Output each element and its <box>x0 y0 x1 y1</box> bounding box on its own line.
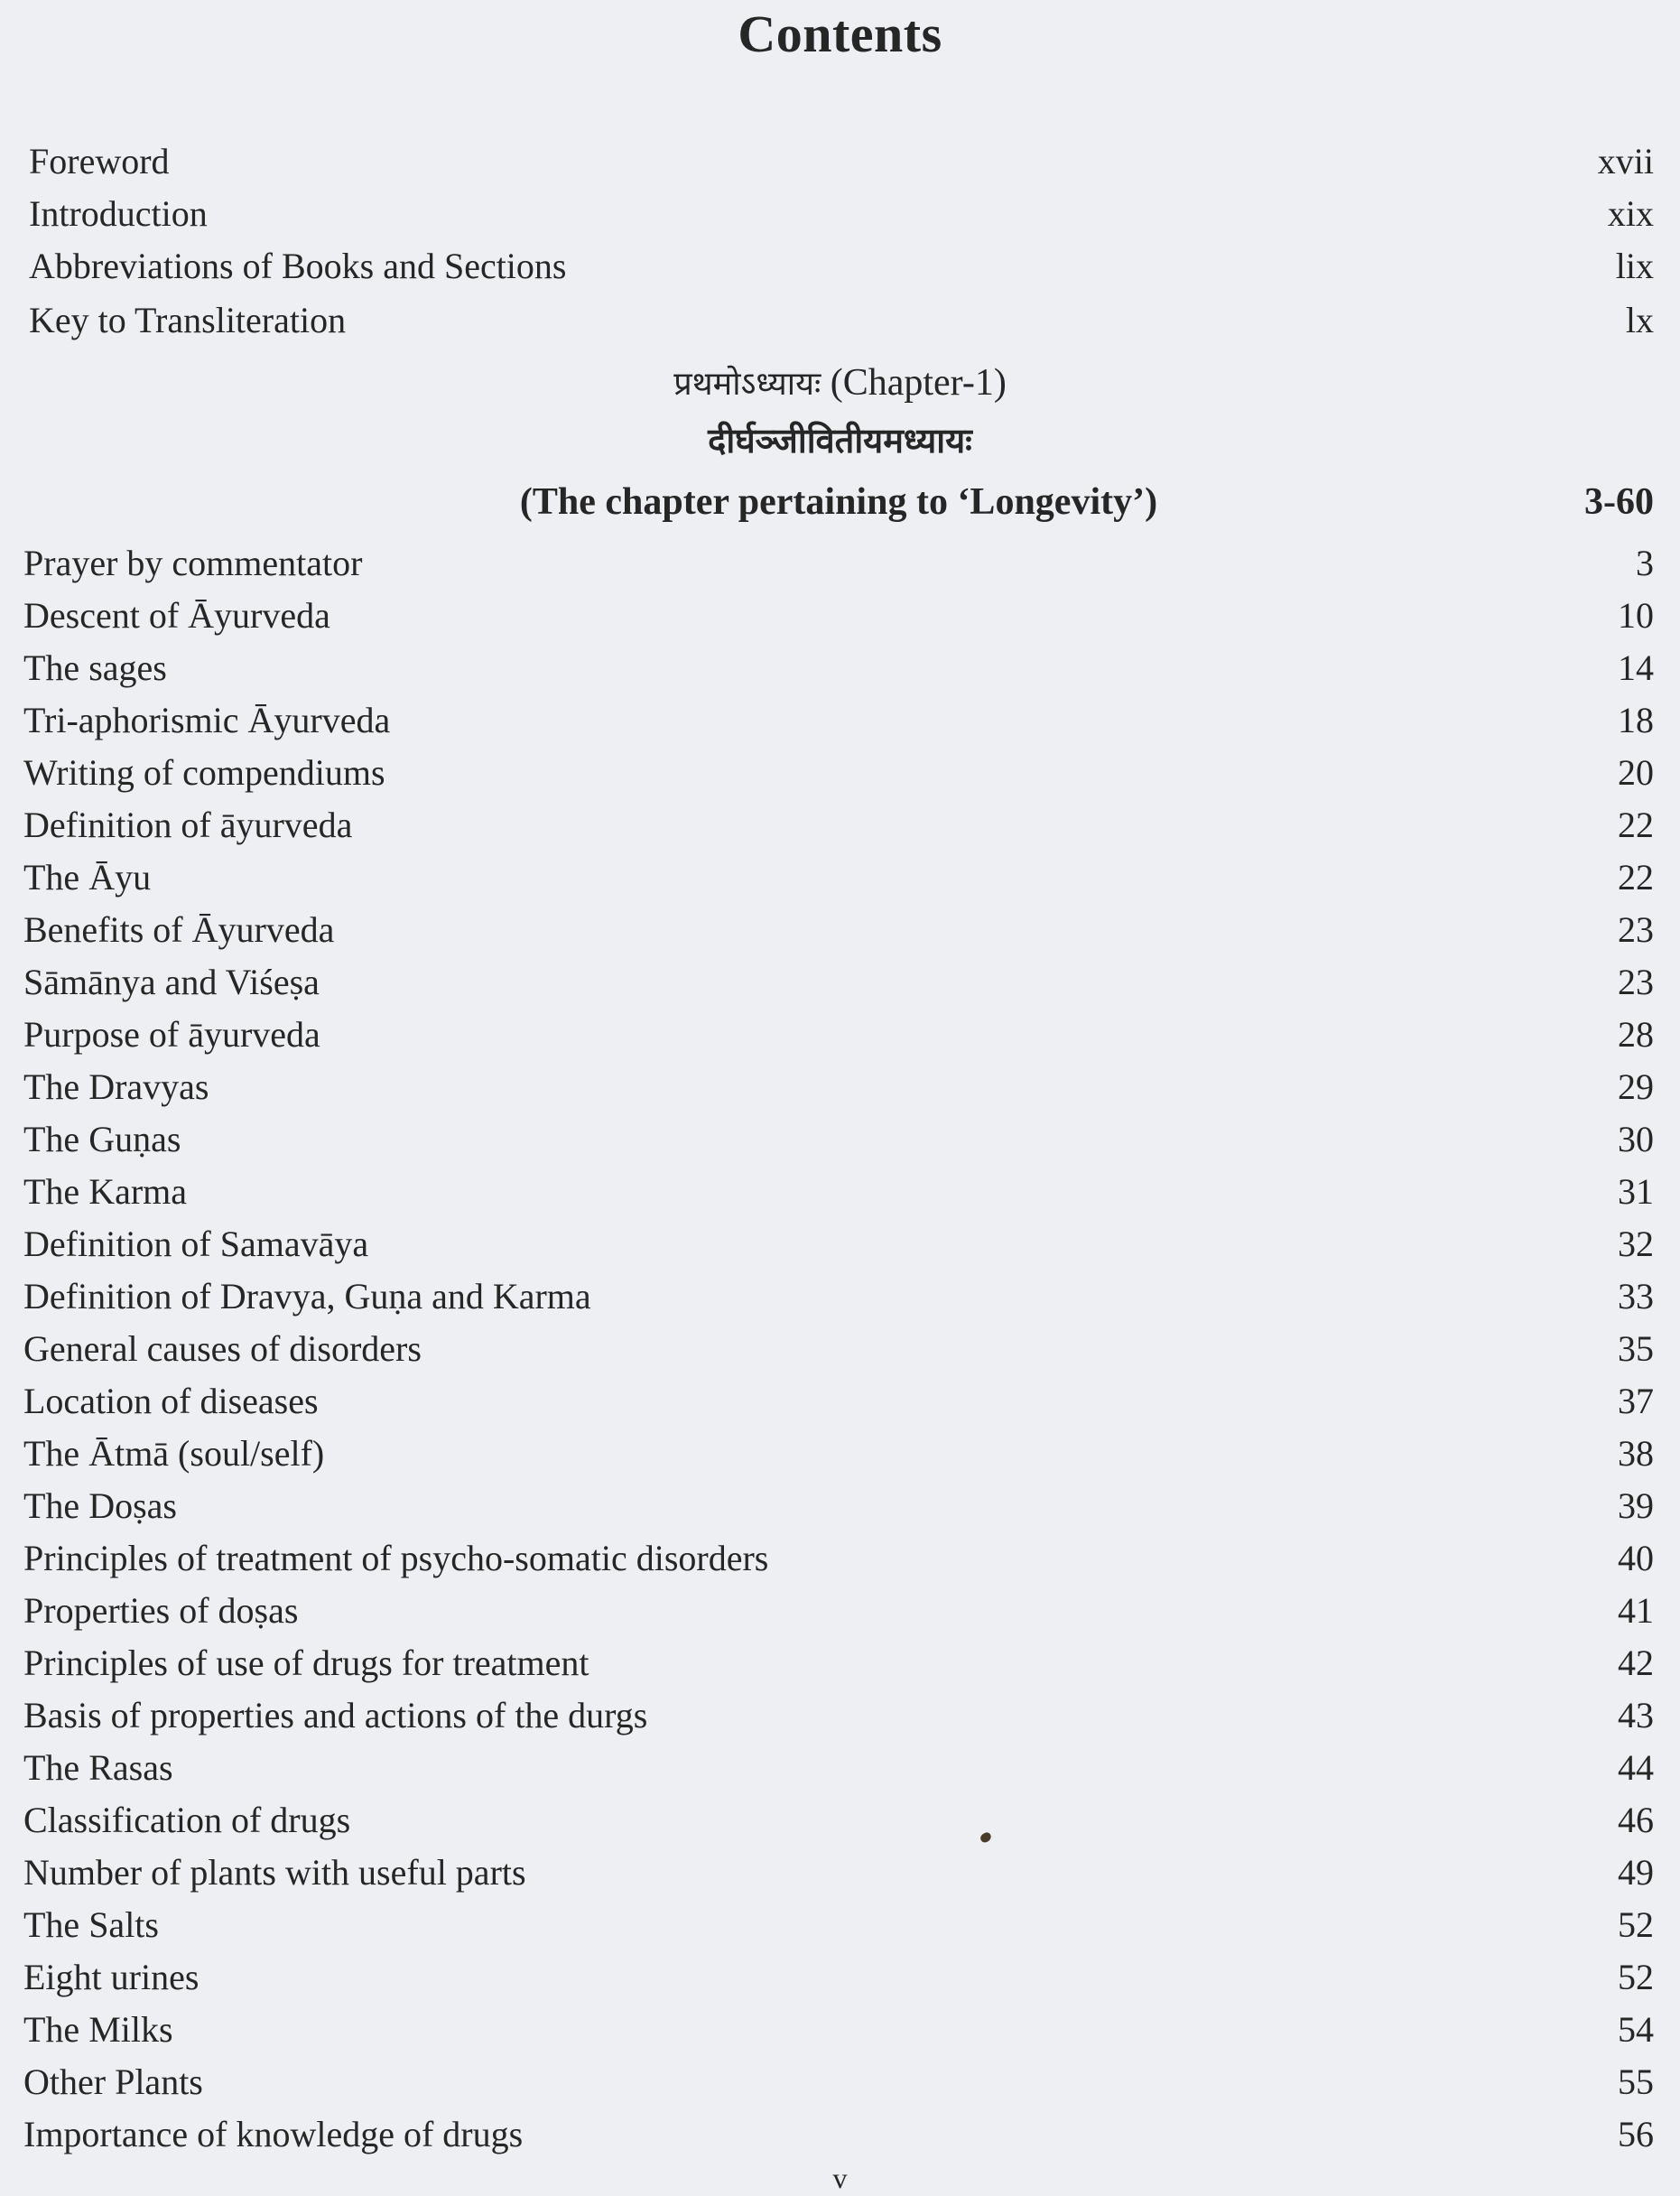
entry-label: The Karma <box>23 1171 188 1212</box>
entry-page: 54 <box>1618 2009 1654 2050</box>
toc-entry <box>29 188 1654 240</box>
entry-page: 23 <box>1618 962 1654 1002</box>
entry-label: Key to Transliteration <box>29 300 347 340</box>
toc-entry <box>23 1899 1654 1951</box>
entry-label: Abbreviations of Books and Sections <box>29 246 567 286</box>
toc-entry <box>23 1480 1654 1532</box>
chapter-hindi-label: प्रथमोऽध्यायः <box>673 366 821 403</box>
toc-entry <box>23 1637 1654 1689</box>
entry-label: Location of diseases <box>23 1381 319 1421</box>
toc-entry <box>23 1166 1654 1218</box>
toc-entry <box>23 904 1654 956</box>
entry-page: 40 <box>1618 1538 1654 1578</box>
toc-entry <box>23 590 1654 642</box>
entry-page: 39 <box>1618 1485 1654 1526</box>
entry-label: Introduction <box>29 193 208 234</box>
entry-page: 22 <box>1618 805 1654 845</box>
entry-page: 37 <box>1618 1381 1654 1421</box>
entry-label: Purpose of āyurveda <box>23 1014 320 1055</box>
entry-label: Foreword <box>29 141 170 181</box>
toc-entry <box>23 1794 1654 1847</box>
entry-label: Eight urines <box>23 1957 200 1997</box>
entry-label: Basis of properties and actions of the durgs <box>23 1695 648 1735</box>
entry-page: 3 <box>1636 543 1654 583</box>
entry-page: 44 <box>1618 1747 1654 1788</box>
toc-entry <box>23 1270 1654 1323</box>
entry-label: General causes of disorders <box>23 1328 422 1369</box>
entry-label: Number of plants with useful parts <box>23 1852 526 1893</box>
chapter-page-range: 3-60 <box>1584 481 1654 523</box>
toc-entry <box>23 1742 1654 1794</box>
entry-page: 22 <box>1618 857 1654 898</box>
toc-entry <box>23 2056 1654 2108</box>
toc-entry <box>23 694 1654 747</box>
entry-label: Definition of Dravya, Guṇa and Karma <box>23 1276 591 1317</box>
entry-label: Classification of drugs <box>23 1800 351 1840</box>
entry-page: xix <box>1607 193 1654 234</box>
entry-page: lx <box>1625 300 1654 340</box>
entry-label: The Rasas <box>23 1747 173 1788</box>
toc-entry <box>23 1113 1654 1166</box>
toc-entry <box>23 956 1654 1009</box>
toc-entry <box>23 1847 1654 1899</box>
toc-entry <box>23 747 1654 799</box>
chapter-title-row <box>23 475 1654 529</box>
toc-entry <box>23 1951 1654 2004</box>
entry-label: The Milks <box>23 2009 173 2050</box>
entry-label: The Dravyas <box>23 1066 209 1107</box>
toc-entry <box>23 1061 1654 1113</box>
toc-entry <box>23 799 1654 851</box>
entry-label: Definition of Samavāya <box>23 1224 369 1264</box>
entry-label: Principles of use of drugs for treatment <box>23 1642 589 1683</box>
toc-entry <box>23 1428 1654 1480</box>
entry-page: 46 <box>1618 1800 1654 1840</box>
entry-page: 56 <box>1618 2114 1654 2154</box>
entry-label: Descent of Āyurveda <box>23 595 330 636</box>
entry-label: The Salts <box>23 1904 159 1945</box>
entry-label: Tri-aphorismic Āyurveda <box>23 700 391 740</box>
entry-label: Writing of compendiums <box>23 752 385 793</box>
page-title: Contents <box>738 5 942 63</box>
entry-page: 35 <box>1618 1328 1654 1369</box>
entry-page: 52 <box>1618 1904 1654 1945</box>
toc-entry <box>23 2108 1654 2161</box>
toc-entry <box>23 1532 1654 1585</box>
page-number: v <box>832 2162 848 2194</box>
toc-entry <box>23 1689 1654 1742</box>
entry-page: 33 <box>1618 1276 1654 1317</box>
entry-label: The Ātmā (soul/self) <box>23 1433 325 1474</box>
entry-label: Sāmānya and Viśeṣa <box>23 962 320 1002</box>
chapter-english-title: (The chapter pertaining to ‘Longevity’) <box>519 481 1158 523</box>
entry-page: 18 <box>1618 700 1654 740</box>
entry-label: The sages <box>23 647 167 688</box>
entry-page: xvii <box>1597 141 1654 181</box>
chapter-number-heading <box>0 356 1680 412</box>
toc-entry <box>29 294 1654 347</box>
toc-entry <box>29 135 1654 188</box>
entry-page: 10 <box>1618 595 1654 636</box>
toc-entry <box>23 1009 1654 1061</box>
toc-entry <box>23 1375 1654 1428</box>
entry-label: Importance of knowledge of drugs <box>23 2114 524 2154</box>
entry-page: lix <box>1615 246 1654 286</box>
entry-label: Principles of treatment of psycho-somatic disorders <box>23 1538 769 1578</box>
entry-page: 42 <box>1618 1642 1654 1683</box>
entry-label: Properties of doṣas <box>23 1590 299 1631</box>
entry-page: 43 <box>1618 1695 1654 1735</box>
toc-entry <box>23 851 1654 904</box>
toc-entry <box>23 1323 1654 1375</box>
toc-entry <box>23 2004 1654 2056</box>
chapter-sanskrit-heading <box>0 414 1680 468</box>
entry-page: 14 <box>1618 647 1654 688</box>
entry-page: 28 <box>1618 1014 1654 1055</box>
toc-entry <box>23 1585 1654 1637</box>
entry-label: The Āyu <box>23 857 152 898</box>
chapter-number-label: (Chapter-1) <box>830 362 1007 404</box>
entry-label: Benefits of Āyurveda <box>23 909 335 950</box>
entry-label: The Doṣas <box>23 1485 177 1526</box>
entry-page: 23 <box>1618 909 1654 950</box>
entry-page: 41 <box>1618 1590 1654 1631</box>
chapter-sanskrit-title: दीर्घञ्जीवितीयमध्यायः <box>708 421 972 461</box>
entry-label: Definition of āyurveda <box>23 805 353 845</box>
entry-page: 32 <box>1618 1224 1654 1264</box>
entry-label: Prayer by commentator <box>23 543 363 583</box>
entry-page: 52 <box>1618 1957 1654 1997</box>
toc-entry <box>23 642 1654 694</box>
entry-label: The Guṇas <box>23 1119 181 1159</box>
entry-page: 31 <box>1618 1171 1654 1212</box>
entry-page: 55 <box>1618 2061 1654 2102</box>
entry-page: 38 <box>1618 1433 1654 1474</box>
toc-entry <box>29 240 1654 293</box>
entry-page: 30 <box>1618 1119 1654 1159</box>
entry-label: Other Plants <box>23 2061 203 2102</box>
entry-page: 49 <box>1618 1852 1654 1893</box>
entry-page: 29 <box>1618 1066 1654 1107</box>
entry-page: 20 <box>1618 752 1654 793</box>
toc-entry <box>23 1218 1654 1270</box>
toc-entry <box>23 537 1654 590</box>
